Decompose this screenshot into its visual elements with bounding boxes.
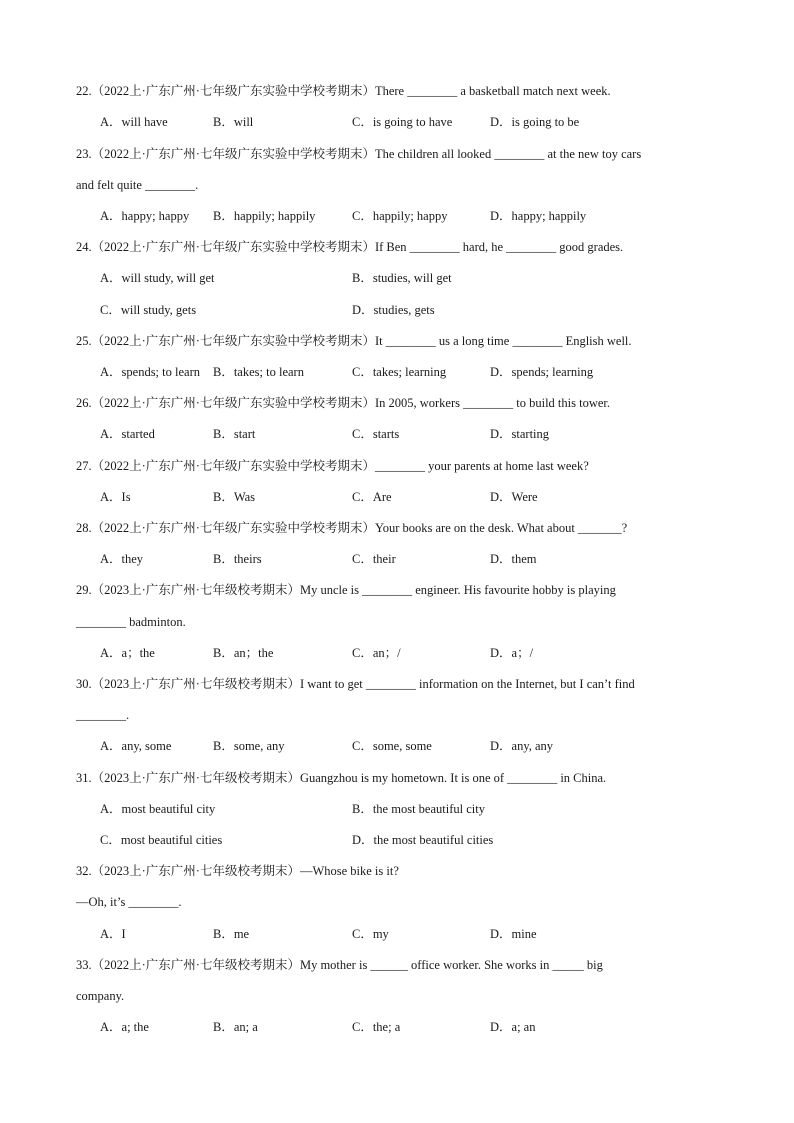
option-c: C．Are	[352, 490, 392, 504]
option-d: D．them	[490, 552, 537, 566]
option-b: B．an; a	[213, 1020, 258, 1034]
option-c: C．my	[352, 927, 389, 941]
question-22-stem: 22.（2022上·广东广州·七年级广东实验中学校考期末）There ________ a basketball match next week.	[76, 84, 611, 98]
question-23-stem-cont: and felt quite ________.	[76, 178, 199, 192]
question-31-options-row1	[100, 800, 740, 818]
question-32-stem-cont: —Oh, it’s ________.	[76, 895, 182, 909]
option-c: C．their	[352, 552, 396, 566]
question-30-options	[100, 737, 740, 755]
option-c: C．happily; happy	[352, 209, 448, 223]
question-29-stem: 29.（2023上·广东广州·七年级校考期末）My uncle is ________ engineer. His favourite hobby is playing	[76, 583, 616, 597]
question-26-stem: 26.（2022上·广东广州·七年级广东实验中学校考期末）In 2005, workers ________ to build this tower.	[76, 396, 611, 410]
option-d: D．Were	[490, 490, 538, 504]
option-c: C．starts	[352, 427, 400, 441]
option-b: B．takes; to learn	[213, 365, 304, 379]
question-28-options	[100, 550, 740, 568]
option-b: B．studies, will get	[352, 271, 452, 285]
option-b: B．the most beautiful city	[352, 802, 485, 816]
option-a: A．spends; to learn	[100, 365, 200, 379]
option-b: B．some, any	[213, 739, 285, 753]
option-d: D．spends; learning	[490, 365, 594, 379]
question-33-stem: 33.（2022上·广东广州·七年级校考期末）My mother is ______ office worker. She works in _____ big	[76, 958, 603, 972]
option-b: B．me	[213, 927, 250, 941]
option-a: A．a; the	[100, 1020, 149, 1034]
question-30-stem: 30.（2023上·广东广州·七年级校考期末）I want to get ________ information on the Internet, but I can’t find	[76, 677, 635, 691]
question-24-options-row1	[100, 269, 740, 287]
option-b: B．start	[213, 427, 256, 441]
option-d: D．is going to be	[490, 115, 580, 129]
option-b: B．theirs	[213, 552, 262, 566]
option-a: A．a；the	[100, 646, 155, 660]
option-a: A．they	[100, 552, 144, 566]
option-b: B．Was	[213, 490, 256, 504]
option-b: B．happily; happily	[213, 209, 316, 223]
option-c: C．takes; learning	[352, 365, 447, 379]
option-b: B．an；the	[213, 646, 274, 660]
option-c: C．some, some	[352, 739, 432, 753]
option-a: A．I	[100, 927, 126, 941]
question-29-stem-cont: ________ badminton.	[76, 615, 186, 629]
option-a: A．Is	[100, 490, 131, 504]
option-d: D．mine	[490, 927, 537, 941]
option-c: C．an；/	[352, 646, 401, 660]
option-c: C．will study, gets	[100, 303, 197, 317]
option-d: D．a；/	[490, 646, 534, 660]
option-d: D．the most beautiful cities	[352, 833, 494, 847]
option-a: A．any, some	[100, 739, 172, 753]
question-24-stem: 24.（2022上·广东广州·七年级广东实验中学校考期末）If Ben ________ hard, he ________ good grades.	[76, 240, 624, 254]
option-d: D．starting	[490, 427, 550, 441]
question-27-options	[100, 488, 740, 506]
question-26-options	[100, 425, 740, 443]
option-d: D．a; an	[490, 1020, 536, 1034]
option-a: A．most beautiful city	[100, 802, 216, 816]
question-23-options	[100, 207, 740, 225]
question-30-stem-cont: ________.	[76, 708, 130, 722]
option-d: D．happy; happily	[490, 209, 587, 223]
option-c: C．the; a	[352, 1020, 401, 1034]
option-a: A．happy; happy	[100, 209, 190, 223]
question-33-stem-cont: company.	[76, 989, 125, 1003]
question-27-stem: 27.（2022上·广东广州·七年级广东实验中学校考期末）________ your parents at home last week?	[76, 459, 589, 473]
question-32-options	[100, 925, 740, 943]
option-b: B．will	[213, 115, 254, 129]
question-24-options-row2	[100, 301, 740, 319]
question-22-options	[100, 113, 740, 131]
option-d: D．any, any	[490, 739, 554, 753]
question-28-stem: 28.（2022上·广东广州·七年级广东实验中学校考期末）Your books are on the desk. What about _______?	[76, 521, 628, 535]
question-31-options-row2	[100, 831, 740, 849]
question-33-options	[100, 1018, 740, 1036]
option-a: A．will study, will get	[100, 271, 215, 285]
option-d: D．studies, gets	[352, 303, 435, 317]
option-a: A．will have	[100, 115, 168, 129]
question-23-stem: 23.（2022上·广东广州·七年级广东实验中学校考期末）The children all looked ________ at the new toy cars	[76, 147, 642, 161]
option-c: C．most beautiful cities	[100, 833, 223, 847]
question-25-options	[100, 363, 740, 381]
question-32-stem: 32.（2023上·广东广州·七年级校考期末）—Whose bike is it?	[76, 864, 399, 878]
option-a: A．started	[100, 427, 155, 441]
question-31-stem: 31.（2023上·广东广州·七年级校考期末）Guangzhou is my hometown. It is one of ________ in China.	[76, 771, 607, 785]
question-25-stem: 25.（2022上·广东广州·七年级广东实验中学校考期末）It ________ us a long time ________ English well.	[76, 334, 632, 348]
option-c: C．is going to have	[352, 115, 453, 129]
question-29-options	[100, 644, 740, 662]
